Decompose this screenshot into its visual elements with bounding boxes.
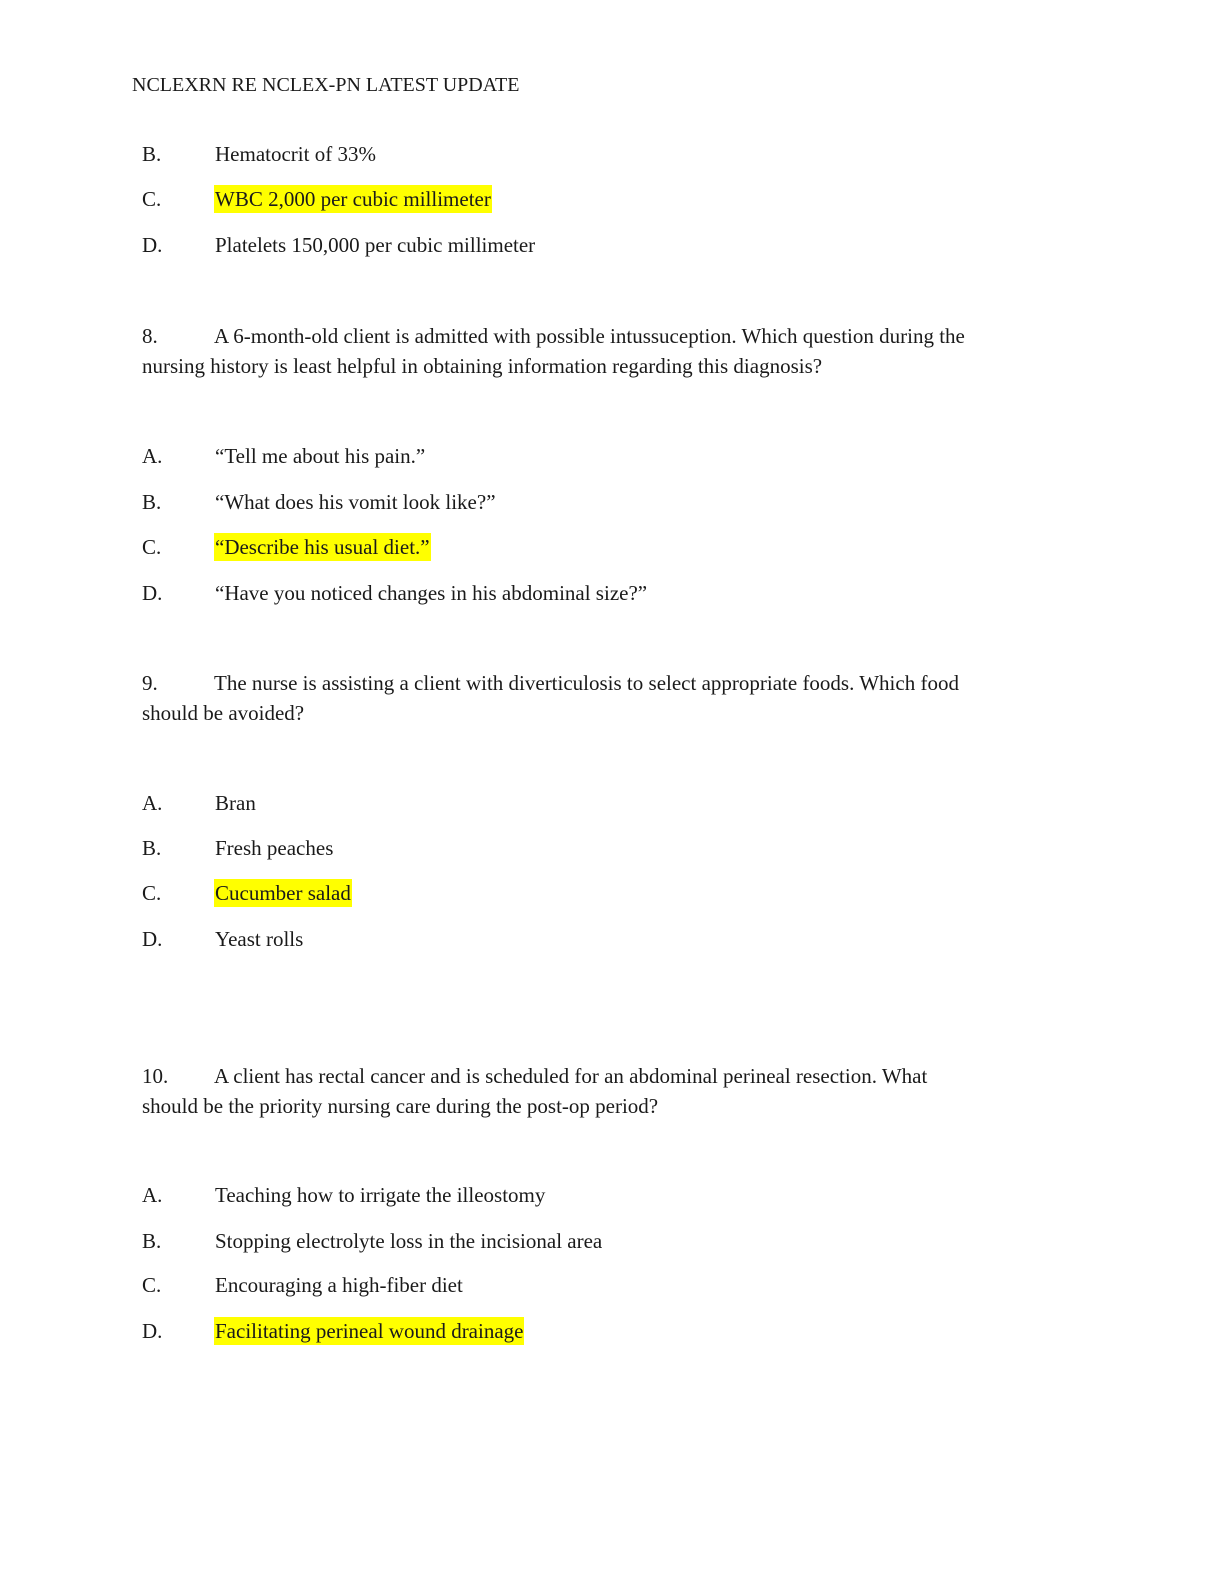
option-text: Yeast rolls xyxy=(215,927,304,951)
option-text-highlighted: Cucumber salad xyxy=(215,881,351,905)
q8-option-b xyxy=(142,488,497,516)
q7-option-b xyxy=(142,140,377,168)
question-stem-line2: nursing history is least helpful in obtaining information regarding this diagnosis? xyxy=(142,354,823,378)
q9-option-c-answer xyxy=(142,879,352,907)
q10-option-a xyxy=(142,1181,546,1209)
q10-option-b xyxy=(142,1227,603,1255)
q10-option-c xyxy=(142,1271,464,1299)
option-letter: B. xyxy=(142,836,162,860)
q9-option-a xyxy=(142,789,257,817)
option-text: “Tell me about his pain.” xyxy=(215,444,426,468)
q10-option-d-answer xyxy=(142,1317,524,1345)
q8-stem xyxy=(142,321,1082,381)
option-letter: C. xyxy=(142,187,162,211)
q9-option-d xyxy=(142,925,304,953)
option-text: “What does his vomit look like?” xyxy=(215,490,496,514)
option-text: Teaching how to irrigate the illeostomy xyxy=(215,1183,546,1207)
option-letter: A. xyxy=(142,791,163,815)
option-text: Stopping electrolyte loss in the incisional area xyxy=(215,1229,603,1253)
option-text: Bran xyxy=(215,791,256,815)
question-stem-line1: A 6-month-old client is admitted with possible intussuception. Which question during the xyxy=(214,324,965,348)
q10-stem xyxy=(142,1061,1082,1121)
page-header: NCLEXRN RE NCLEX-PN LATEST UPDATE xyxy=(132,74,520,96)
option-letter: B. xyxy=(142,1229,162,1253)
q7-option-d xyxy=(142,231,536,259)
q7-option-c-answer xyxy=(142,185,492,213)
option-text: Hematocrit of 33% xyxy=(215,142,376,166)
option-letter: D. xyxy=(142,1319,163,1343)
question-stem-line1: The nurse is assisting a client with diverticulosis to select appropriate foods. Which food xyxy=(214,671,959,695)
question-stem-line2: should be the priority nursing care during the post-op period? xyxy=(142,1094,659,1118)
q9-option-b xyxy=(142,834,334,862)
q8-option-d xyxy=(142,579,648,607)
question-number: 8. xyxy=(142,324,158,348)
option-text-highlighted: “Describe his usual diet.” xyxy=(215,535,430,559)
option-letter: D. xyxy=(142,927,163,951)
option-text: Encouraging a high-fiber diet xyxy=(215,1273,463,1297)
option-letter: C. xyxy=(142,1273,162,1297)
q8-option-a xyxy=(142,442,426,470)
option-letter: A. xyxy=(142,444,163,468)
option-letter: B. xyxy=(142,142,162,166)
option-letter: A. xyxy=(142,1183,163,1207)
option-text: Fresh peaches xyxy=(215,836,334,860)
option-letter: B. xyxy=(142,490,162,514)
option-text: “Have you noticed changes in his abdominal size?” xyxy=(215,581,648,605)
question-number: 10. xyxy=(142,1064,169,1088)
question-stem-line1: A client has rectal cancer and is scheduled for an abdominal perineal resection. What xyxy=(214,1064,928,1088)
option-text-highlighted: Facilitating perineal wound drainage xyxy=(215,1319,524,1343)
option-text-highlighted: WBC 2,000 per cubic millimeter xyxy=(215,187,491,211)
option-letter: C. xyxy=(142,881,162,905)
option-letter: C. xyxy=(142,535,162,559)
option-letter: D. xyxy=(142,581,163,605)
option-letter: D. xyxy=(142,233,163,257)
question-stem-line2: should be avoided? xyxy=(142,701,305,725)
option-text: Platelets 150,000 per cubic millimeter xyxy=(215,233,536,257)
question-number: 9. xyxy=(142,671,158,695)
q8-option-c-answer xyxy=(142,533,431,561)
q9-stem xyxy=(142,668,1082,728)
